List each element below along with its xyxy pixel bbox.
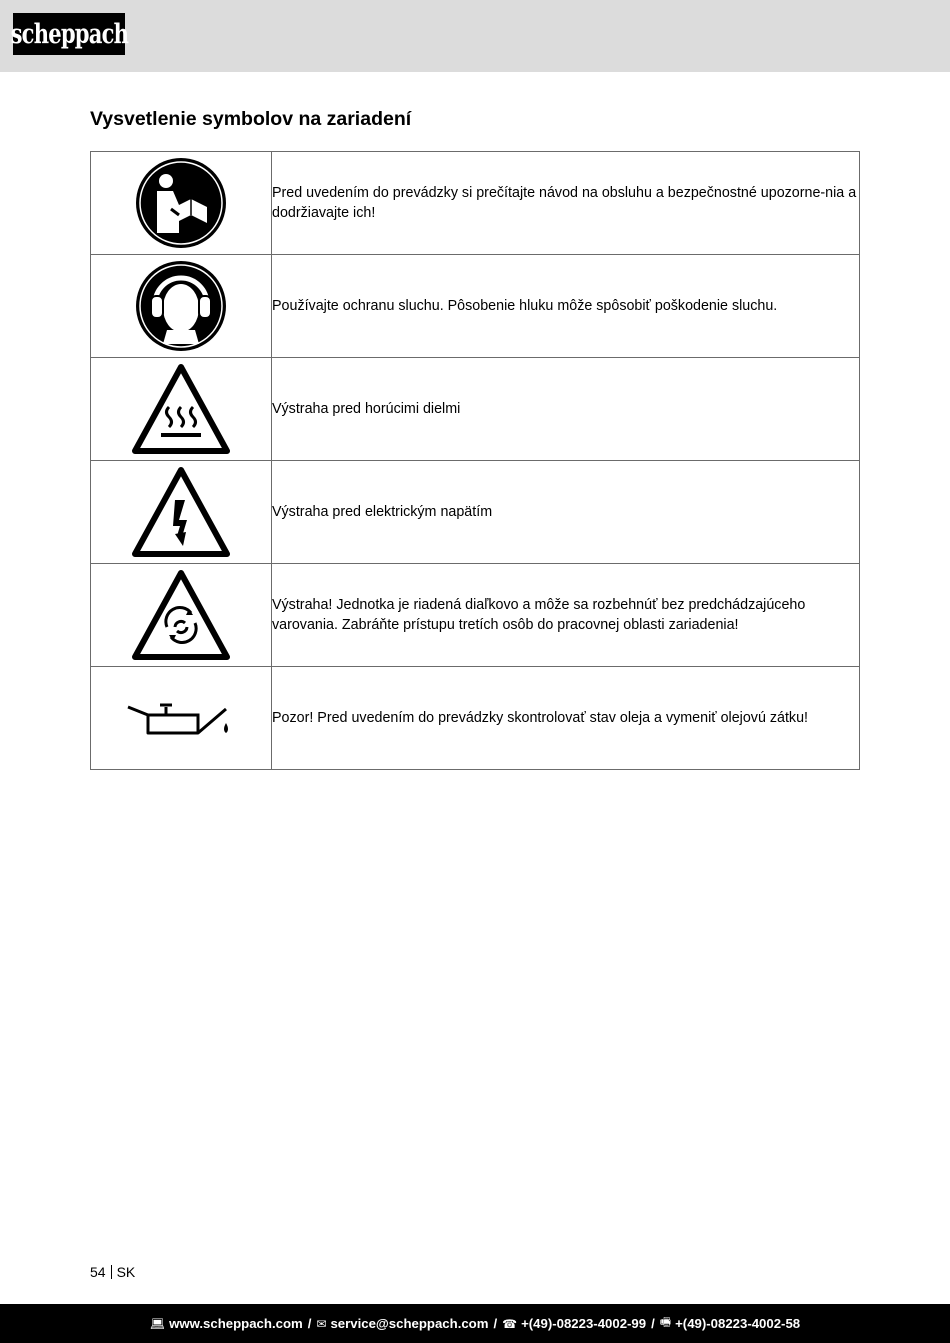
symbol-description: Pozor! Pred uvedením do prevádzky skontrolovať stav oleja a vymeniť olejovú zátku! [272, 667, 860, 770]
symbol-description: Pred uvedením do prevádzky si prečítajte návod na obsluhu a bezpečnostné upozorne-nia a dodržiavajte ich! [272, 152, 860, 255]
symbol-description: Používajte ochranu sluchu. Pôsobenie hluku môže spôsobiť poškodenie sluchu. [272, 255, 860, 358]
phone-number: +(49)-08223-4002-99 [521, 1316, 647, 1331]
fax-number: +(49)-08223-4002-58 [675, 1316, 801, 1331]
read-manual-icon [135, 157, 227, 249]
hot-surface-warning-icon [131, 363, 231, 455]
page-header [0, 0, 950, 72]
website-link[interactable]: www.scheppach.com [169, 1316, 303, 1331]
symbol-description: Výstraha pred horúcimi dielmi [272, 358, 860, 461]
table-row [91, 667, 860, 770]
separator: / [493, 1316, 498, 1331]
electric-voltage-warning-icon [131, 466, 231, 558]
email-icon: ✉ [316, 1316, 327, 1331]
table-row [91, 358, 860, 461]
remote-start-warning-icon [131, 569, 231, 661]
table-row [91, 564, 860, 667]
page-number: 54 SK [90, 1264, 136, 1280]
email-link[interactable]: service@scheppach.com [330, 1316, 489, 1331]
scheppach-logo: scheppach [13, 13, 125, 55]
oil-can-icon [126, 693, 236, 743]
symbol-description: Výstraha pred elektrickým napätím [272, 461, 860, 564]
table-row [91, 255, 860, 358]
fax-icon: 🖷︎ [659, 1315, 672, 1329]
symbol-description: Výstraha! Jednotka je riadená diaľkovo a môže sa rozbehnúť bez predchádzajúceho varovania. Zabráňte prístupu tretích osôb do pracovnej oblasti zariadenia! [272, 564, 860, 667]
contact-footer [0, 1304, 950, 1343]
symbols-table [90, 151, 860, 770]
table-row [91, 152, 860, 255]
hearing-protection-icon [135, 260, 227, 352]
table-row [91, 461, 860, 564]
separator: / [307, 1316, 312, 1331]
separator: / [651, 1316, 655, 1331]
page-title: Vysvetlenie symbolov na zariadení [90, 108, 412, 130]
phone-icon: ☎ [502, 1316, 518, 1331]
computer-icon: 💻︎ [149, 1316, 166, 1331]
page-number-divider [111, 1265, 112, 1279]
